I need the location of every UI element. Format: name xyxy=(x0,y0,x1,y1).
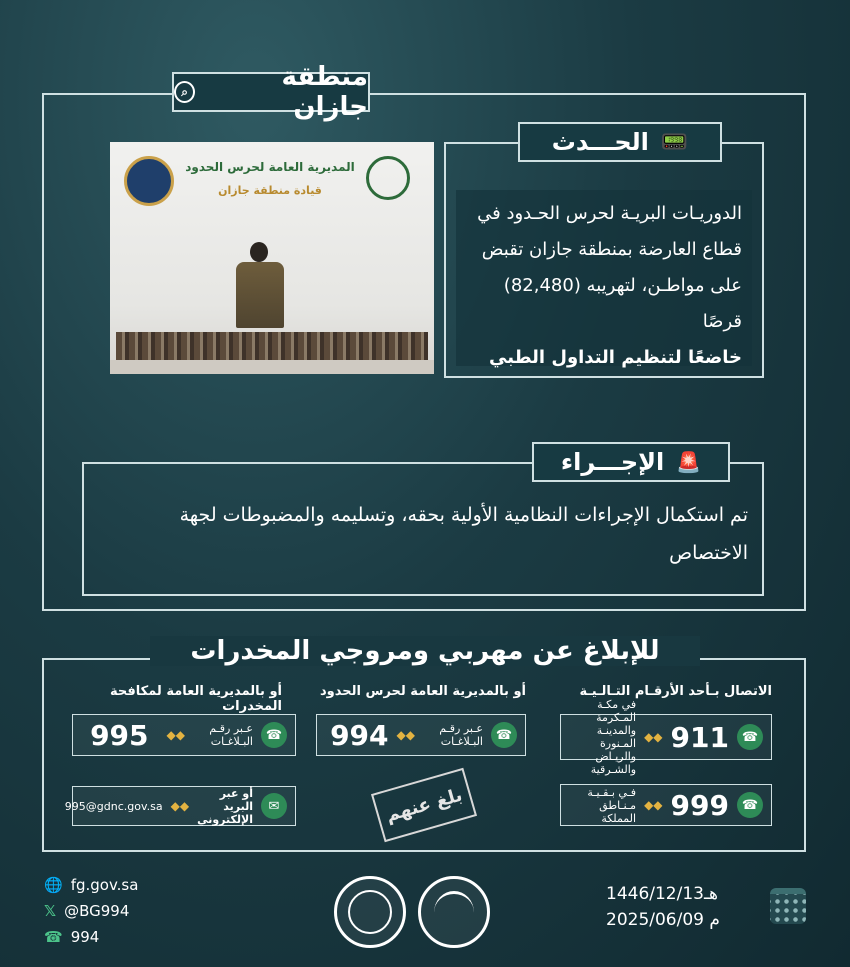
saudi-emblem-footer xyxy=(418,876,490,948)
col-head-right: الاتصال بـأحد الأرقـام التـالـيـة xyxy=(579,684,772,699)
phone-icon: ☎ xyxy=(737,792,763,818)
search-globe-icon: ⌕ xyxy=(174,81,195,103)
website-text: fg.gov.sa xyxy=(70,876,139,894)
event-line-3: على مواطـن، لتهريبه (82,480) قرصًا xyxy=(503,275,742,332)
stamp-text: بلغ عنهم xyxy=(383,784,465,826)
region-tag xyxy=(172,62,370,122)
arrows-icon: ◆◆ xyxy=(644,798,663,812)
footer-phone[interactable] xyxy=(44,928,99,946)
region-title: منطقة جازان xyxy=(281,62,368,122)
report-title: للإبلاغ عن مهربي ومروجي المخدرات xyxy=(150,636,700,666)
hotline-911-text: في مكـة المـكرمة والمدينـة المـنورة والريـاض والشـرقية xyxy=(590,698,637,776)
seized-pills xyxy=(116,332,428,360)
hotline-999-number: 999 xyxy=(670,788,729,822)
col-head-mid: أو بالمديرية العامة لحرس الحدود xyxy=(320,684,526,699)
hotline-994-text: عـبر رقـم البـلاغـات xyxy=(439,722,483,748)
col-head-left: أو بالمديرية العامة لمكافحة المخدرات xyxy=(109,684,282,714)
x-icon: 𝕏 xyxy=(44,902,57,920)
phone-icon: ☎ xyxy=(737,724,763,750)
action-title: الإجـــراء xyxy=(560,448,665,476)
arrows-icon: ◆◆ xyxy=(396,728,415,742)
walkie-talkie-icon: 📟 xyxy=(660,129,689,155)
email-label: أو عبر البريد الإلكتروني xyxy=(197,786,253,826)
hotline-999-text: فـي بـقـيـة مـنـاطق المملكة xyxy=(587,785,637,825)
hotline-995-text: عـبر رقـم البـلاغـات xyxy=(209,722,253,748)
hotline-995-number: 995 xyxy=(90,718,149,752)
event-line-2: قطاع العارضة بمنطقة جازان تقبض xyxy=(481,239,742,260)
arrows-icon: ◆◆ xyxy=(170,799,190,813)
hotline-994[interactable] xyxy=(316,714,526,756)
date-block xyxy=(606,884,766,930)
phone-icon: ☎ xyxy=(44,928,63,946)
narcotics-control-logo xyxy=(334,876,406,948)
saudi-emblem xyxy=(366,156,410,200)
photo-org-name: المديرية العامة لحرس الحدود xyxy=(185,160,355,174)
arrows-icon: ◆◆ xyxy=(166,728,185,742)
event-text xyxy=(456,190,752,366)
email-contact[interactable] xyxy=(64,786,296,826)
arrows-icon: ◆◆ xyxy=(644,730,663,744)
globe-icon: 🌐 xyxy=(44,876,63,894)
action-tag xyxy=(532,442,730,482)
hotline-911[interactable] xyxy=(560,698,772,776)
footer-x[interactable] xyxy=(44,902,129,920)
gregorian-date: 2025/06/09 م xyxy=(606,910,720,930)
event-tag xyxy=(518,122,722,162)
email-address[interactable]: 995@gdnc.gov.sa xyxy=(64,799,163,813)
phone-icon: ☎ xyxy=(491,722,517,748)
footer-phone-number: 994 xyxy=(70,928,100,946)
table xyxy=(110,360,434,374)
person-body xyxy=(236,262,284,328)
event-line-1: الدوريـات البريـة لحرس الحـدود في xyxy=(477,203,742,224)
hotline-999[interactable] xyxy=(560,784,772,826)
action-text: تم استكمال الإجراءات النظامية الأولية بحقه، وتسليمه والمضبوطات لجهة الاختصاص xyxy=(179,504,748,564)
person-head xyxy=(250,242,268,262)
event-title: الحـــدث xyxy=(551,128,649,156)
calendar-icon xyxy=(770,888,806,924)
phone-icon: ☎ xyxy=(261,722,287,748)
hijri-date: 1446/12/13هـ xyxy=(606,884,718,904)
border-guard-logo xyxy=(124,156,174,206)
hotline-995[interactable] xyxy=(72,714,296,756)
siren-icon: 🚨 xyxy=(676,450,702,474)
hotline-994-number: 994 xyxy=(330,718,389,752)
x-handle: @BG994 xyxy=(64,902,130,920)
seizure-photo xyxy=(110,142,434,374)
footer-website[interactable] xyxy=(44,876,138,894)
photo-org-sub: قيادة منطقة جازان xyxy=(218,184,322,197)
hotline-911-number: 911 xyxy=(670,720,729,754)
mail-icon: ✉ xyxy=(261,793,287,819)
event-line-4: خاضعًا لتنظيم التداول الطبي xyxy=(489,347,742,368)
